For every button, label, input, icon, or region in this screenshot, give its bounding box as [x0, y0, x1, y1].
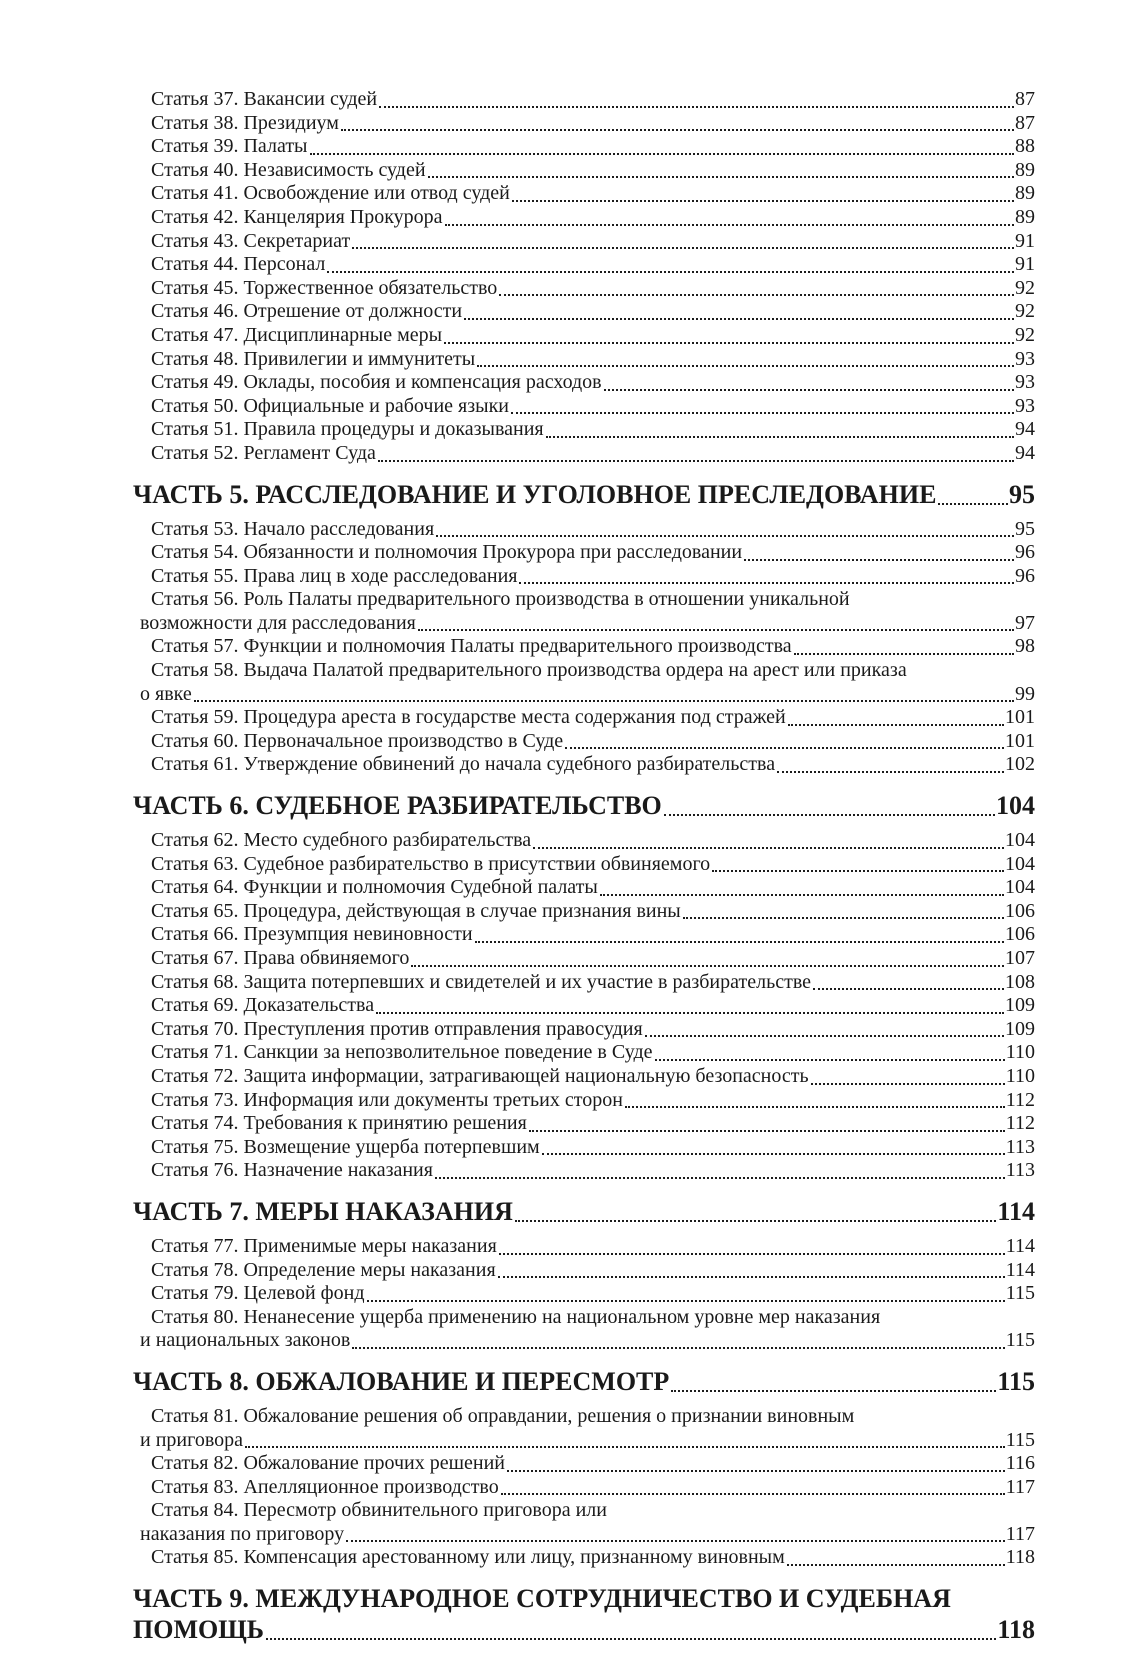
- toc-entry-label: ЧАСТЬ 8. ОБЖАЛОВАНИЕ И ПЕРЕСМОТР: [133, 1366, 670, 1396]
- page-number: 94: [1015, 441, 1035, 464]
- page-number: 98: [1015, 635, 1035, 658]
- dot-leader: [507, 1470, 1005, 1472]
- toc-entry: [133, 971, 1035, 995]
- page-number: 101: [1005, 729, 1035, 752]
- page-number: 97: [1015, 611, 1035, 634]
- toc-entry-label: Статья 81. Обжалование решения об оправдании, решения о признании виновным: [151, 1404, 855, 1427]
- dot-leader: [515, 1220, 997, 1222]
- page-number: 93: [1015, 394, 1035, 417]
- toc-entry: [133, 518, 1035, 542]
- toc-entry-label: Статья 49. Оклады, пособия и компенсация расходов: [151, 371, 602, 394]
- page-number: 113: [1005, 1135, 1035, 1158]
- toc-list: [133, 88, 1035, 1645]
- page-number: 93: [1015, 371, 1035, 394]
- dot-leader: [542, 1153, 1005, 1155]
- page-number: 101: [1005, 706, 1035, 729]
- toc-entry-label: Статья 53. Начало расследования: [151, 517, 435, 540]
- toc-entry: [133, 706, 1035, 730]
- toc-entry-label: Статья 51. Правила процедуры и доказывания: [151, 418, 544, 441]
- toc-entry: [133, 1159, 1035, 1183]
- toc-entry: [133, 1136, 1035, 1160]
- toc-entry-label: Статья 74. Требования к принятию решения: [151, 1112, 527, 1135]
- dot-leader: [310, 153, 1015, 155]
- page-number: 112: [1005, 1112, 1035, 1135]
- toc-entry-label: о явке: [140, 682, 192, 705]
- dot-leader: [445, 224, 1014, 226]
- toc-entry-label: Статья 61. Утверждение обвинений до начала судебного разбирательства: [151, 753, 776, 776]
- page-number: 87: [1015, 88, 1035, 110]
- toc-entry-label: Статья 48. Привилегии и иммунитеты: [151, 347, 476, 370]
- toc-entry: [133, 300, 1035, 324]
- toc-entry: [133, 1583, 1035, 1614]
- dot-leader: [625, 1106, 1005, 1108]
- toc-entry: [133, 635, 1035, 659]
- toc-entry-label: Статья 71. Санкции за непозволительное поведение в Суде: [151, 1041, 653, 1064]
- dot-leader: [546, 436, 1014, 438]
- page-number: 88: [1015, 135, 1035, 158]
- toc-entry-label: Статья 67. Права обвиняемого: [151, 947, 410, 969]
- toc-entry-label: Статья 41. Освобождение или отвод судей: [151, 182, 510, 205]
- page-number: 96: [1015, 541, 1035, 564]
- dot-leader: [777, 771, 1004, 773]
- page-number: 107: [1005, 947, 1035, 969]
- dot-leader: [501, 1493, 1005, 1495]
- dot-leader: [346, 1540, 1005, 1542]
- toc-entry-label: Статья 59. Процедура ареста в государстве места содержания под стражей: [151, 706, 786, 729]
- dot-leader: [813, 988, 1004, 990]
- page-number: 118: [997, 1615, 1035, 1645]
- page-number: 96: [1015, 564, 1035, 587]
- dot-leader: [600, 894, 1004, 896]
- page-number: 89: [1015, 182, 1035, 205]
- page-number: 89: [1015, 205, 1035, 228]
- toc-entry-label: Статья 75. Возмещение ущерба потерпевшим: [151, 1135, 540, 1158]
- toc-entry: [133, 206, 1035, 230]
- page-number: 106: [1005, 899, 1035, 922]
- toc-entry: [133, 1405, 1035, 1429]
- toc-entry: [133, 112, 1035, 136]
- toc-entry: [133, 1523, 1035, 1547]
- toc-entry: [133, 159, 1035, 183]
- toc-entry: [133, 395, 1035, 419]
- toc-entry: [133, 1452, 1035, 1476]
- page-number: 104: [1005, 829, 1035, 852]
- toc-entry-label: Статья 83. Апелляционное производство: [151, 1475, 499, 1498]
- toc-entry-label: Статья 37. Вакансии судей: [151, 88, 378, 110]
- dot-leader: [604, 389, 1014, 391]
- dot-leader: [411, 965, 1004, 967]
- toc-entry-label: Статья 44. Персонал: [151, 253, 326, 276]
- dot-leader: [788, 724, 1004, 726]
- dot-leader: [245, 1446, 1005, 1448]
- toc-entry: [133, 1065, 1035, 1089]
- toc-entry: [133, 1041, 1035, 1065]
- page-number: 112: [1005, 1088, 1035, 1111]
- toc-entry-label: и приговора: [140, 1428, 243, 1451]
- toc-entry-label: Статья 54. Обязанности и полномочия Прокурора при расследовании: [151, 541, 743, 564]
- page-number: 93: [1015, 347, 1035, 370]
- toc-entry: [133, 253, 1035, 277]
- toc-entry: [133, 1476, 1035, 1500]
- toc-entry: [133, 182, 1035, 206]
- toc-entry: [133, 88, 1035, 112]
- toc-entry-label: Статья 55. Права лиц в ходе расследования: [151, 564, 518, 587]
- toc-entry: [133, 753, 1035, 777]
- dot-leader: [498, 1276, 1005, 1278]
- toc-entry: [133, 876, 1035, 900]
- toc-entry-label: ПОМОЩЬ: [133, 1615, 264, 1645]
- toc-entry-label: Статья 60. Первоначальное производство в Суде: [151, 729, 564, 752]
- toc-entry: [133, 324, 1035, 348]
- toc-entry-label: Статья 52. Регламент Суда: [151, 441, 376, 464]
- dot-leader: [664, 814, 995, 816]
- toc-entry-label: Статья 42. Канцелярия Прокурора: [151, 205, 443, 228]
- dot-leader: [327, 271, 1014, 273]
- dot-leader: [787, 1564, 1005, 1566]
- toc-entry: [133, 1499, 1035, 1523]
- toc-entry: [133, 277, 1035, 301]
- toc-entry: [133, 1259, 1035, 1283]
- dot-leader: [519, 582, 1014, 584]
- toc-entry-label: Статья 66. Презумпция невиновности: [151, 923, 473, 946]
- page-number: 104: [1005, 876, 1035, 899]
- dot-leader: [712, 870, 1004, 872]
- toc-entry-label: Статья 77. Применимые меры наказания: [151, 1234, 497, 1257]
- page-number: 102: [1005, 753, 1035, 776]
- toc-entry: [133, 1546, 1035, 1570]
- toc-entry-label: Статья 39. Палаты: [151, 135, 308, 158]
- page-number: 118: [1005, 1546, 1035, 1569]
- toc-entry-label: ЧАСТЬ 6. СУДЕБНОЕ РАЗБИРАТЕЛЬСТВО: [133, 791, 662, 821]
- page-number: 95: [1009, 479, 1035, 509]
- toc-entry: [133, 994, 1035, 1018]
- page-number: 106: [1005, 923, 1035, 946]
- toc-entry-label: Статья 68. Защита потерпевших и свидетелей и их участие в разбирательстве: [151, 970, 812, 993]
- toc-entry: [133, 1196, 1035, 1227]
- toc-entry-label: Статья 82. Обжалование прочих решений: [151, 1452, 506, 1475]
- page-number: 104: [996, 791, 1035, 821]
- page-number: 115: [1005, 1428, 1035, 1451]
- toc-entry: [133, 1235, 1035, 1259]
- page-number: 117: [1005, 1522, 1035, 1545]
- toc-entry: [133, 442, 1035, 466]
- page-number: 108: [1005, 970, 1035, 993]
- dot-leader: [655, 1059, 1005, 1061]
- page-number: 99: [1015, 682, 1035, 705]
- toc-entry-label: Статья 79. Целевой фонд: [151, 1282, 365, 1305]
- toc-entry-label: ЧАСТЬ 9. МЕЖДУНАРОДНОЕ СОТРУДНИЧЕСТВО И СУДЕБНАЯ: [133, 1584, 951, 1614]
- dot-leader: [744, 559, 1014, 561]
- dot-leader: [376, 1012, 1004, 1014]
- toc-entry-label: Статья 72. Защита информации, затрагивающей национальную безопасность: [151, 1064, 809, 1087]
- dot-leader: [266, 1638, 996, 1640]
- toc-entry-label: Статья 47. Дисциплинарные меры: [151, 323, 443, 346]
- toc-entry: [133, 1112, 1035, 1136]
- page-number: 113: [1005, 1159, 1035, 1182]
- page-number: 115: [1005, 1282, 1035, 1305]
- toc-entry-label: возможности для расследования: [140, 611, 416, 634]
- toc-entry: [133, 479, 1035, 510]
- page-number: 109: [1005, 1017, 1035, 1040]
- toc-entry-label: Статья 70. Преступления против отправления правосудия: [151, 1017, 643, 1040]
- toc-entry-label: Статья 65. Процедура, действующая в случае признания вины: [151, 899, 681, 922]
- toc-entry-label: Статья 62. Место судебного разбирательства: [151, 829, 532, 852]
- toc-entry: [133, 1429, 1035, 1453]
- page-number: 92: [1015, 300, 1035, 323]
- toc-entry-label: Статья 73. Информация или документы третьих сторон: [151, 1088, 623, 1111]
- toc-entry: [133, 683, 1035, 707]
- toc-entry: [133, 1366, 1035, 1397]
- dot-leader: [565, 747, 1004, 749]
- toc-entry: [133, 829, 1035, 853]
- page-number: 89: [1015, 158, 1035, 181]
- page-number: 91: [1015, 253, 1035, 276]
- dot-leader: [683, 917, 1004, 919]
- dot-leader: [938, 503, 1008, 505]
- toc-entry: [133, 371, 1035, 395]
- dot-leader: [379, 106, 1014, 108]
- toc-entry: [133, 900, 1035, 924]
- toc-entry-label: Статья 78. Определение меры наказания: [151, 1258, 496, 1281]
- toc-entry: [133, 135, 1035, 159]
- page-number: 114: [1005, 1234, 1035, 1257]
- toc-entry: [133, 1089, 1035, 1113]
- toc-entry: [133, 541, 1035, 565]
- dot-leader: [194, 700, 1014, 702]
- page-number: 114: [997, 1196, 1035, 1226]
- toc-entry-label: Статья 38. Президиум: [151, 111, 339, 134]
- toc-entry: [133, 923, 1035, 947]
- page-number: 87: [1015, 111, 1035, 134]
- dot-leader: [464, 318, 1014, 320]
- toc-entry: [133, 1329, 1035, 1353]
- page-number: 109: [1005, 994, 1035, 1017]
- dot-leader: [811, 1083, 1005, 1085]
- dot-leader: [671, 1390, 996, 1392]
- dot-leader: [352, 1347, 1004, 1349]
- toc-entry-label: ЧАСТЬ 5. РАССЛЕДОВАНИЕ И УГОЛОВНОЕ ПРЕСЛЕДОВАНИЕ: [133, 479, 937, 509]
- toc-entry: [133, 1282, 1035, 1306]
- toc-entry: [133, 730, 1035, 754]
- toc-entry-label: Статья 45. Торжественное обязательство: [151, 276, 498, 299]
- dot-leader: [341, 129, 1014, 131]
- page-number: 115: [997, 1366, 1035, 1396]
- page-number: 92: [1015, 323, 1035, 346]
- toc-entry-label: Статья 57. Функции и полномочия Палаты предварительного производства: [151, 635, 792, 658]
- page-number: 92: [1015, 276, 1035, 299]
- toc-entry-label: Статья 58. Выдача Палатой предварительного производства ордера на арест или приказа: [151, 659, 907, 682]
- dot-leader: [499, 1253, 1005, 1255]
- dot-leader: [794, 653, 1014, 655]
- toc-entry-label: Статья 85. Компенсация арестованному или лицу, признанному виновным: [151, 1546, 785, 1569]
- toc-entry-label: Статья 69. Доказательства: [151, 994, 375, 1017]
- toc-entry-label: наказания по приговору: [140, 1522, 345, 1545]
- dot-leader: [529, 1130, 1005, 1132]
- toc-entry-label: Статья 63. Судебное разбирательство в присутствии обвиняемого: [151, 852, 711, 875]
- dot-leader: [511, 412, 1014, 414]
- toc-entry: [133, 565, 1035, 589]
- page-number: 95: [1015, 517, 1035, 540]
- dot-leader: [475, 941, 1004, 943]
- toc-entry-label: ЧАСТЬ 7. МЕРЫ НАКАЗАНИЯ: [133, 1196, 513, 1226]
- toc-entry-label: Статья 46. Отрешение от должности: [151, 300, 463, 323]
- dot-leader: [477, 365, 1014, 367]
- page-number: 94: [1015, 418, 1035, 441]
- page-number: 117: [1005, 1475, 1035, 1498]
- dot-leader: [418, 629, 1014, 631]
- dot-leader: [367, 1300, 1005, 1302]
- dot-leader: [428, 176, 1014, 178]
- dot-leader: [645, 1035, 1004, 1037]
- toc-entry: [133, 1614, 1035, 1645]
- toc-entry-label: Статья 40. Независимость судей: [151, 158, 426, 181]
- toc-entry: [133, 588, 1035, 612]
- toc-entry: [133, 418, 1035, 442]
- toc-entry-label: Статья 56. Роль Палаты предварительного производства в отношении уникальной: [151, 588, 850, 611]
- dot-leader: [378, 460, 1014, 462]
- dot-leader: [436, 535, 1014, 537]
- page-number: 116: [1005, 1452, 1035, 1475]
- dot-leader: [499, 294, 1014, 296]
- toc-entry: [133, 947, 1035, 971]
- page-number: 110: [1005, 1064, 1035, 1087]
- dot-leader: [512, 200, 1014, 202]
- page-number: 115: [1005, 1329, 1035, 1352]
- dot-leader: [444, 342, 1014, 344]
- toc-entry: [133, 1018, 1035, 1042]
- toc-entry-label: Статья 50. Официальные и рабочие языки: [151, 394, 509, 417]
- page-number: 114: [1005, 1258, 1035, 1281]
- toc-entry: [133, 230, 1035, 254]
- page-number: 110: [1005, 1041, 1035, 1064]
- page-number: 91: [1015, 229, 1035, 252]
- toc-entry: [133, 612, 1035, 636]
- toc-entry-label: Статья 64. Функции и полномочия Судебной палаты: [151, 876, 598, 899]
- toc-entry: [133, 348, 1035, 372]
- dot-leader: [533, 847, 1004, 849]
- dot-leader: [352, 247, 1014, 249]
- toc-entry: [133, 659, 1035, 683]
- toc-entry: [133, 853, 1035, 877]
- dot-leader: [435, 1177, 1005, 1179]
- toc-entry-label: Статья 43. Секретариат: [151, 229, 351, 252]
- page-number: 104: [1005, 852, 1035, 875]
- toc-entry: [133, 1306, 1035, 1330]
- toc-entry-label: Статья 84. Пересмотр обвинительного приговора или: [151, 1499, 607, 1522]
- toc-entry: [133, 790, 1035, 821]
- toc-entry-label: Статья 76. Назначение наказания: [151, 1159, 433, 1182]
- toc-entry-label: Статья 80. Ненанесение ущерба применению на национальном уровне мер наказания: [151, 1305, 881, 1328]
- toc-entry-label: и национальных законов: [140, 1329, 351, 1352]
